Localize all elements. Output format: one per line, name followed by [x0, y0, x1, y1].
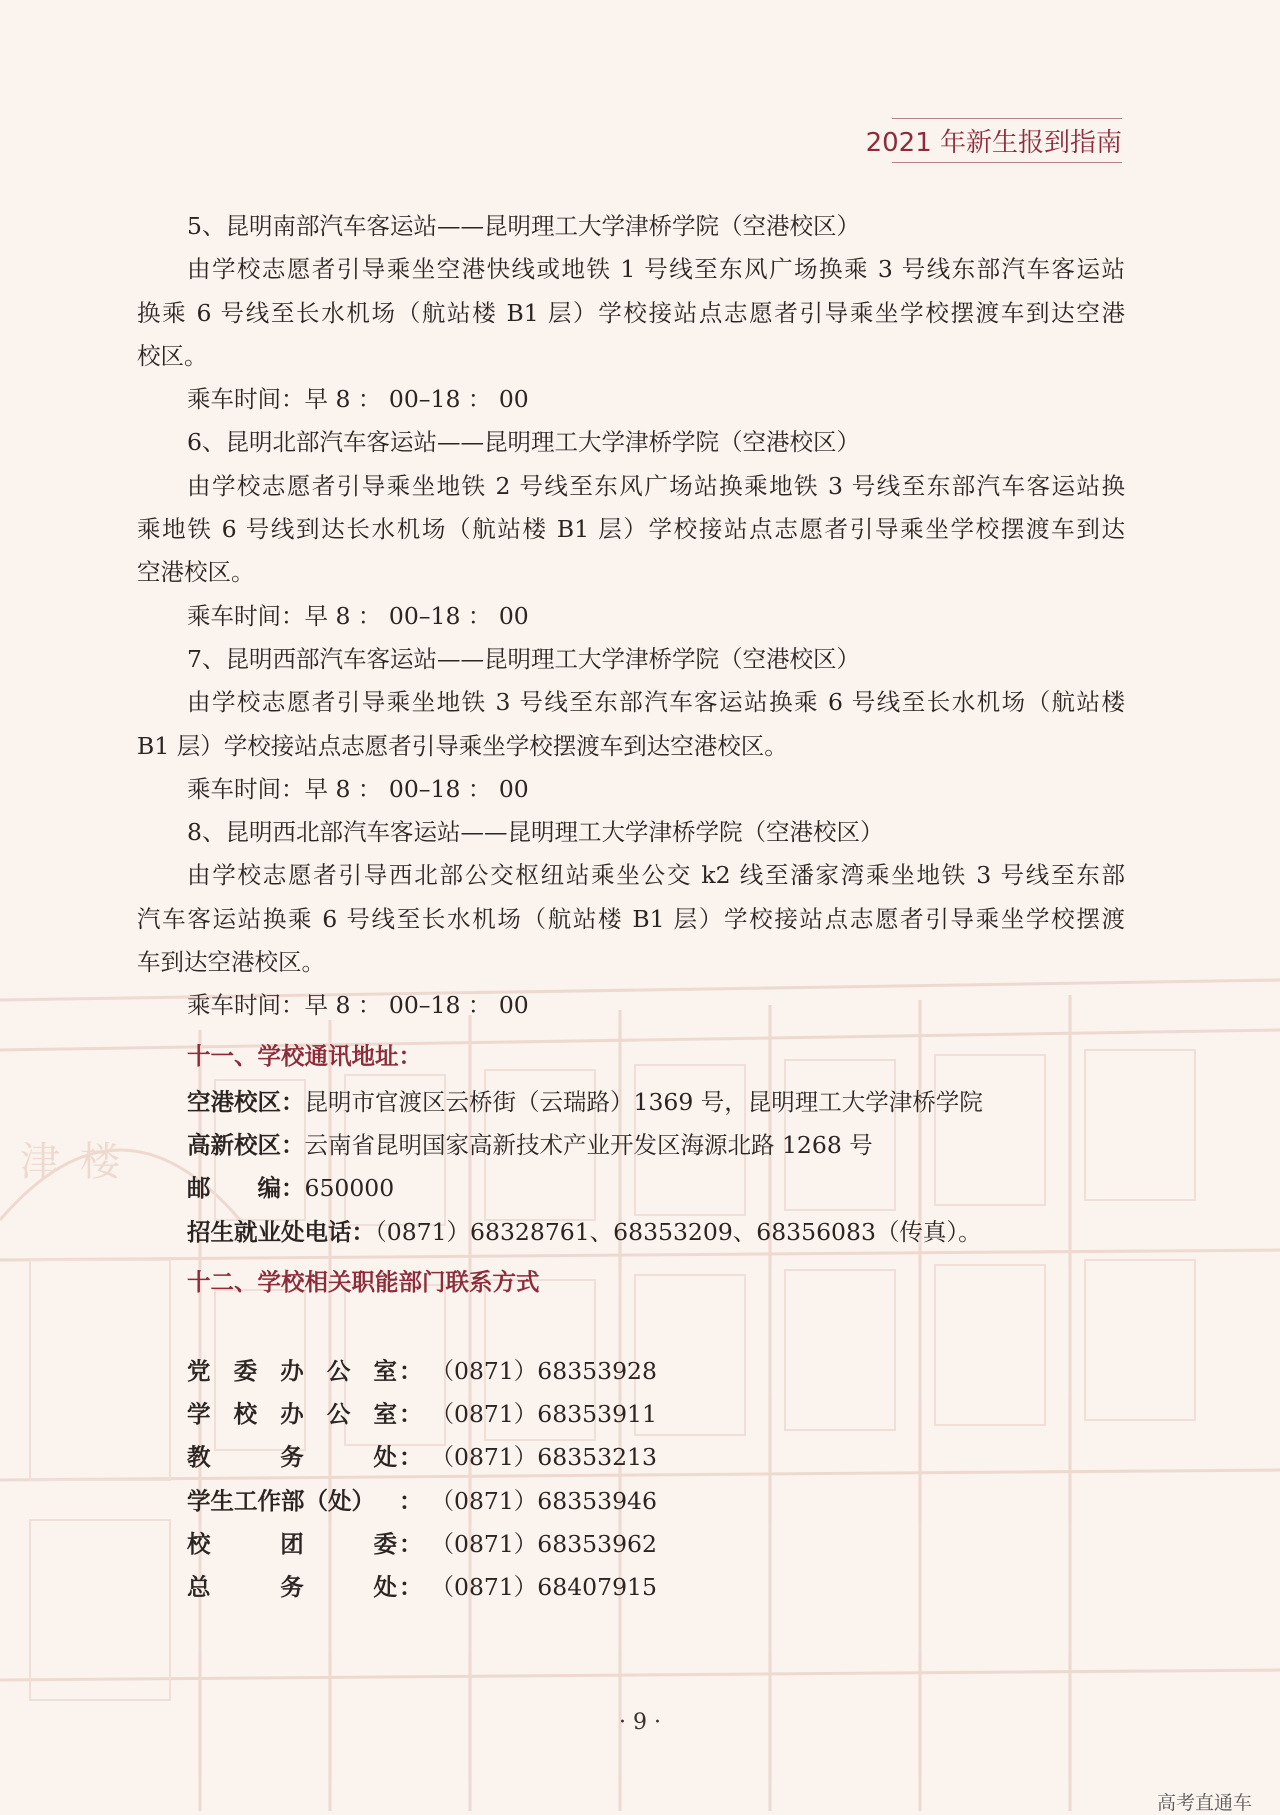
contact-phone: （0871）68353946: [430, 1486, 657, 1515]
contact-row: 学生工作部（处） ： （0871）68353946: [137, 1480, 1125, 1523]
page-header-title: 2021 年新生报到指南: [865, 128, 1122, 158]
contact-phone: （0871）68353928: [430, 1356, 657, 1385]
route-time: 乘车时间：早 8 ： 00–18 ： 00: [187, 774, 529, 803]
section-title-contacts: 十二、学校相关职能部门联系方式: [187, 1267, 540, 1296]
svg-text:津: 津: [20, 1139, 60, 1185]
address-label: 高新校区：: [187, 1130, 305, 1159]
route-heading: 5、昆明南部汽车客运站——昆明理工大学津桥学院（空港校区）: [187, 212, 860, 240]
contact-label: 党 委 办 公 室: [187, 1356, 397, 1385]
route-body-line: 由学校志愿者引导乘坐地铁 2 号线至东风广场站换乘地铁 3 号线至东部汽车客运站换: [187, 471, 1125, 500]
address-label: 空港校区：: [187, 1087, 305, 1116]
route-time: 乘车时间：早 8 ： 00–18 ： 00: [187, 385, 529, 414]
address-row: [137, 1081, 1125, 1124]
contact-phone: （0871）68353213: [430, 1443, 657, 1472]
route-time: 乘车时间：早 8 ： 00–18 ： 00: [187, 601, 529, 630]
route-body-line: 由学校志愿者引导乘坐地铁 3 号线至东部汽车客运站换乘 6 号线至长水机场（航站楼: [187, 688, 1125, 717]
contact-row: 教 务 处 ： （0871）68353213: [137, 1436, 1125, 1479]
phone-row: [137, 1211, 1125, 1254]
watermark-text: 高考直通车: [1156, 1792, 1252, 1814]
contact-phone: （0871）68407915: [430, 1573, 657, 1602]
route-body-line: 由学校志愿者引导西北部公交枢纽站乘坐公交 k2 线至潘家湾乘坐地铁 3 号线至东部: [187, 861, 1125, 890]
address-value: 昆明市官渡区云桥街（云瑞路）1369 号，昆明理工大学津桥学院: [304, 1087, 983, 1116]
contact-row: 总 务 处 ： （0871）68407915: [137, 1566, 1125, 1609]
route-heading: 6、昆明北部汽车客运站——昆明理工大学津桥学院（空港校区）: [187, 428, 860, 457]
route-heading: 7、昆明西部汽车客运站——昆明理工大学津桥学院（空港校区）: [187, 644, 860, 673]
contact-row: 党 委 办 公 室 ： （0871）68353928: [137, 1350, 1125, 1393]
header-rule-bottom: [892, 162, 1122, 163]
contact-label: 总 务 处: [187, 1573, 397, 1602]
address-row: [137, 1124, 1125, 1167]
contact-label: 学 校 办 公 室: [187, 1400, 397, 1429]
route-body-line: 校区。: [137, 341, 208, 370]
contact-row: 校 团 委 ： （0871）68353962: [137, 1523, 1125, 1566]
route-time: 乘车时间：早 8 ： 00–18 ： 00: [187, 991, 529, 1020]
postcode-value: 650000: [304, 1174, 395, 1203]
route-body-line: 换乘 6 号线至长水机场（航站楼 B1 层）学校接站点志愿者引导乘坐学校摆渡车到达空港: [137, 298, 1125, 327]
svg-text:楼: 楼: [80, 1139, 120, 1185]
route-body-line: 车到达空港校区。: [137, 948, 325, 977]
phone-value: （0871）68328761、68353209、68356083（传真）。: [375, 1217, 982, 1246]
page-content: [137, 205, 1125, 1610]
route-body-line: 乘地铁 6 号线到达长水机场（航站楼 B1 层）学校接站点志愿者引导乘坐学校摆渡车到达: [137, 515, 1125, 544]
contact-label: 校 团 委: [187, 1530, 397, 1559]
header-rule-top: [892, 118, 1122, 119]
address-value: 云南省昆明国家高新技术产业开发区海源北路 1268 号: [304, 1130, 873, 1159]
postcode-label: 邮 编：: [187, 1174, 305, 1203]
contact-label: 学生工作部（处）: [187, 1486, 375, 1515]
contact-phone: （0871）68353911: [430, 1400, 657, 1429]
route-body-line: 由学校志愿者引导乘坐空港快线或地铁 1 号线至东风广场换乘 3 号线东部汽车客运站: [187, 255, 1125, 284]
contact-phone: （0871）68353962: [430, 1530, 657, 1559]
section-title-address: 十一、学校通讯地址：: [187, 1041, 422, 1070]
route-body-line: 空港校区。: [137, 558, 255, 587]
route-heading: 8、昆明西北部汽车客运站——昆明理工大学津桥学院（空港校区）: [187, 818, 884, 847]
postcode-row: [137, 1167, 1125, 1210]
page-number: · 9 ·: [619, 1710, 661, 1735]
contact-label: 教 务 处: [187, 1443, 397, 1472]
route-body-line: B1 层）学校接站点志愿者引导乘坐学校摆渡车到达空港校区。: [137, 731, 788, 760]
route-body-line: 汽车客运站换乘 6 号线至长水机场（航站楼 B1 层）学校接站点志愿者引导乘坐学校摆渡: [137, 904, 1125, 933]
phone-label: 招生就业处电话：: [187, 1217, 375, 1246]
contact-row: 学 校 办 公 室 ： （0871）68353911: [137, 1393, 1125, 1436]
